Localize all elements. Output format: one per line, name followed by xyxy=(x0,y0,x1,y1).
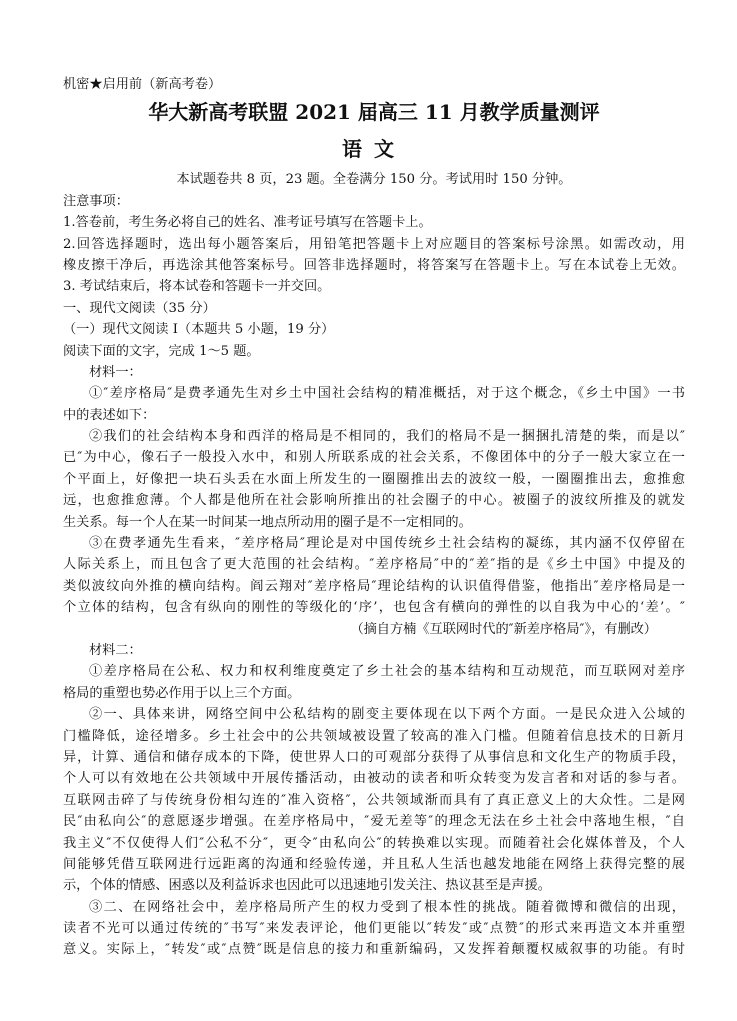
paragraph-line: 个人可以有效地在公共领域中开展传播活动，由被动的读者和听众转变为发言者和对话的参与者。 xyxy=(63,771,685,787)
paragraph-line: 异，计算、通信和储存成本的下降，使世界人口的可观部分获得了从事信息和文化生产的物质手段， xyxy=(63,749,685,765)
paragraph-line: ③二、在网络社会中，差序格局所产生的权力受到了根本性的挑战。随着微博和微信的出现， xyxy=(89,899,685,915)
paragraph-line: 已″为中心，像石子一般投入水中，和别人所联系成的社会关系，不像团体中的分子一般大家立在一 xyxy=(63,450,685,466)
paragraph-line: 类似波纹向外推的横向结构。阎云翔对″差序格局″理论结构的认识值得借鉴，他指出″差序格局是一 xyxy=(63,578,685,594)
paragraph-line: 个平面上，好像把一块石头丢在水面上所发生的一圈圈推出去的波纹一般，一圈圈推出去，愈推愈 xyxy=(63,471,685,487)
material1-source: （摘自方楠《互联网时代的″新差序格局″》，有删改） xyxy=(350,621,657,637)
paragraph-line: ②一、具体来讲，网络空间中公私结构的剧变主要体现在以下两个方面。一是民众进入公域的 xyxy=(89,707,685,723)
notes-line: 2.回答选择题时，选出每小题答案后，用铅笔把答题卡上对应题目的答案标号涂黑。如需改动，用 xyxy=(63,236,685,252)
paragraph-line: 中的表述如下： xyxy=(63,407,156,423)
section-heading: 一、现代文阅读（35 分） xyxy=(63,300,216,316)
material1-label: 材料一： xyxy=(89,364,142,380)
paragraph-line: 个立体的结构，包含有纵向的刚性的等级化的‘序’，也包含有横向的弹性的以自我为中心的‘差’。″ xyxy=(63,600,685,616)
paragraph-line: 读者不光可以通过传统的″书写″来发表评论，他们更能以″转发″或″点赞″的形式来再造文本并重塑 xyxy=(63,921,685,937)
section-subheading: （一）现代文阅读 I（本题共 5 小题，19 分） xyxy=(63,322,335,338)
paragraph-line: ②我们的社会结构本身和西洋的格局是不相同的，我们的格局不是一捆捆扎清楚的柴，而是以″ xyxy=(89,429,685,445)
paragraph-line: 生关系。每一个人在某一时间某一地点所动用的圈子是不一定相同的。 xyxy=(63,514,472,530)
notes-line: 橡皮擦干净后，再选涂其他答案标号。回答非选择题时，将答案写在答题卡上。写在本试卷上无效。 xyxy=(63,257,685,273)
notes-line: 1.答卷前，考生务必将自己的姓名、准考证号填写在答题卡上。 xyxy=(63,215,432,231)
paragraph-line: 意义。实际上，″转发″或″点赞″既是信息的接力和重新编码，又发挥着颠覆权威叙事的功能。有时 xyxy=(63,942,685,958)
paragraph-line: ①差序格局在公私、权力和权利维度奠定了乡土社会的基本结构和互动规范，而互联网对差序 xyxy=(89,664,685,680)
paragraph-line: 门槛降低，途径增多。乡土社会中的公共领域被设置了较高的准入门槛。但随着信息技术的日新月 xyxy=(63,728,685,744)
exam-info: 本试题卷共 8 页，23 题。全卷满分 150 分。考试用时 150 分钟。 xyxy=(176,172,572,188)
paragraph-line: 互联网击碎了与传统身份相勾连的″准入资格″，公共领域渐而具有了真正意义上的大众性。二是网 xyxy=(63,792,685,808)
paragraph-line: ①″差序格局″是费孝通先生对乡土中国社会结构的精准概括，对于这个概念，《乡土中国》一书 xyxy=(89,386,685,402)
subject-title: 语文 xyxy=(342,137,406,162)
paragraph-line: 示，个体的情感、困惑以及利益诉求也因此可以迅速地引发关注、热议甚至是声援。 xyxy=(63,878,551,894)
paragraph-line: 人际关系上，而且包含了更大范围的社会结构。″差序格局″中的″差″指的是《乡土中国》中提及的 xyxy=(63,557,685,573)
paragraph-line: 我主义″不仅使得人们″公私不分″，更令″由私向公″的转换难以实现。而随着社会化媒体普及，个人 xyxy=(63,835,685,851)
paragraph-line: 远，也愈推愈薄。个人都是他所在社会影响所推出的社会圈子的中心。被圈子的波纹所推及的就发 xyxy=(63,493,685,509)
material2-label: 材料二： xyxy=(89,642,142,658)
notes-heading: 注意事项： xyxy=(63,193,129,209)
paragraph-line: 间能够凭借互联网进行远距离的沟通和经验传递，并且私人生活也越发地能在网络上获得完整的展 xyxy=(63,856,685,872)
section-instruction: 阅读下面的文字，完成 1～5 题。 xyxy=(63,343,260,359)
exam-title: 华大新高考联盟 2021 届高三 11 月教学质量测评 xyxy=(148,100,600,125)
document-body xyxy=(63,74,685,961)
paragraph-line: ③在费孝通先生看来，″差序格局″理论是对中国传统乡土社会结构的凝练，其内涵不仅停留在 xyxy=(89,536,685,552)
secret-tag: 机密★启用前（新高考卷） xyxy=(63,77,222,92)
notes-line: 3. 考试结束后，将本试卷和答题卡一并交回。 xyxy=(63,279,331,295)
paragraph-line: 格局的重塑也势必作用于以上三个方面。 xyxy=(63,685,301,701)
paragraph-line: 民″由私向公″的意愿逐步增强。在差序格局中，″爱无差等″的理念无法在乡土社会中落地生根，″自 xyxy=(63,814,685,830)
